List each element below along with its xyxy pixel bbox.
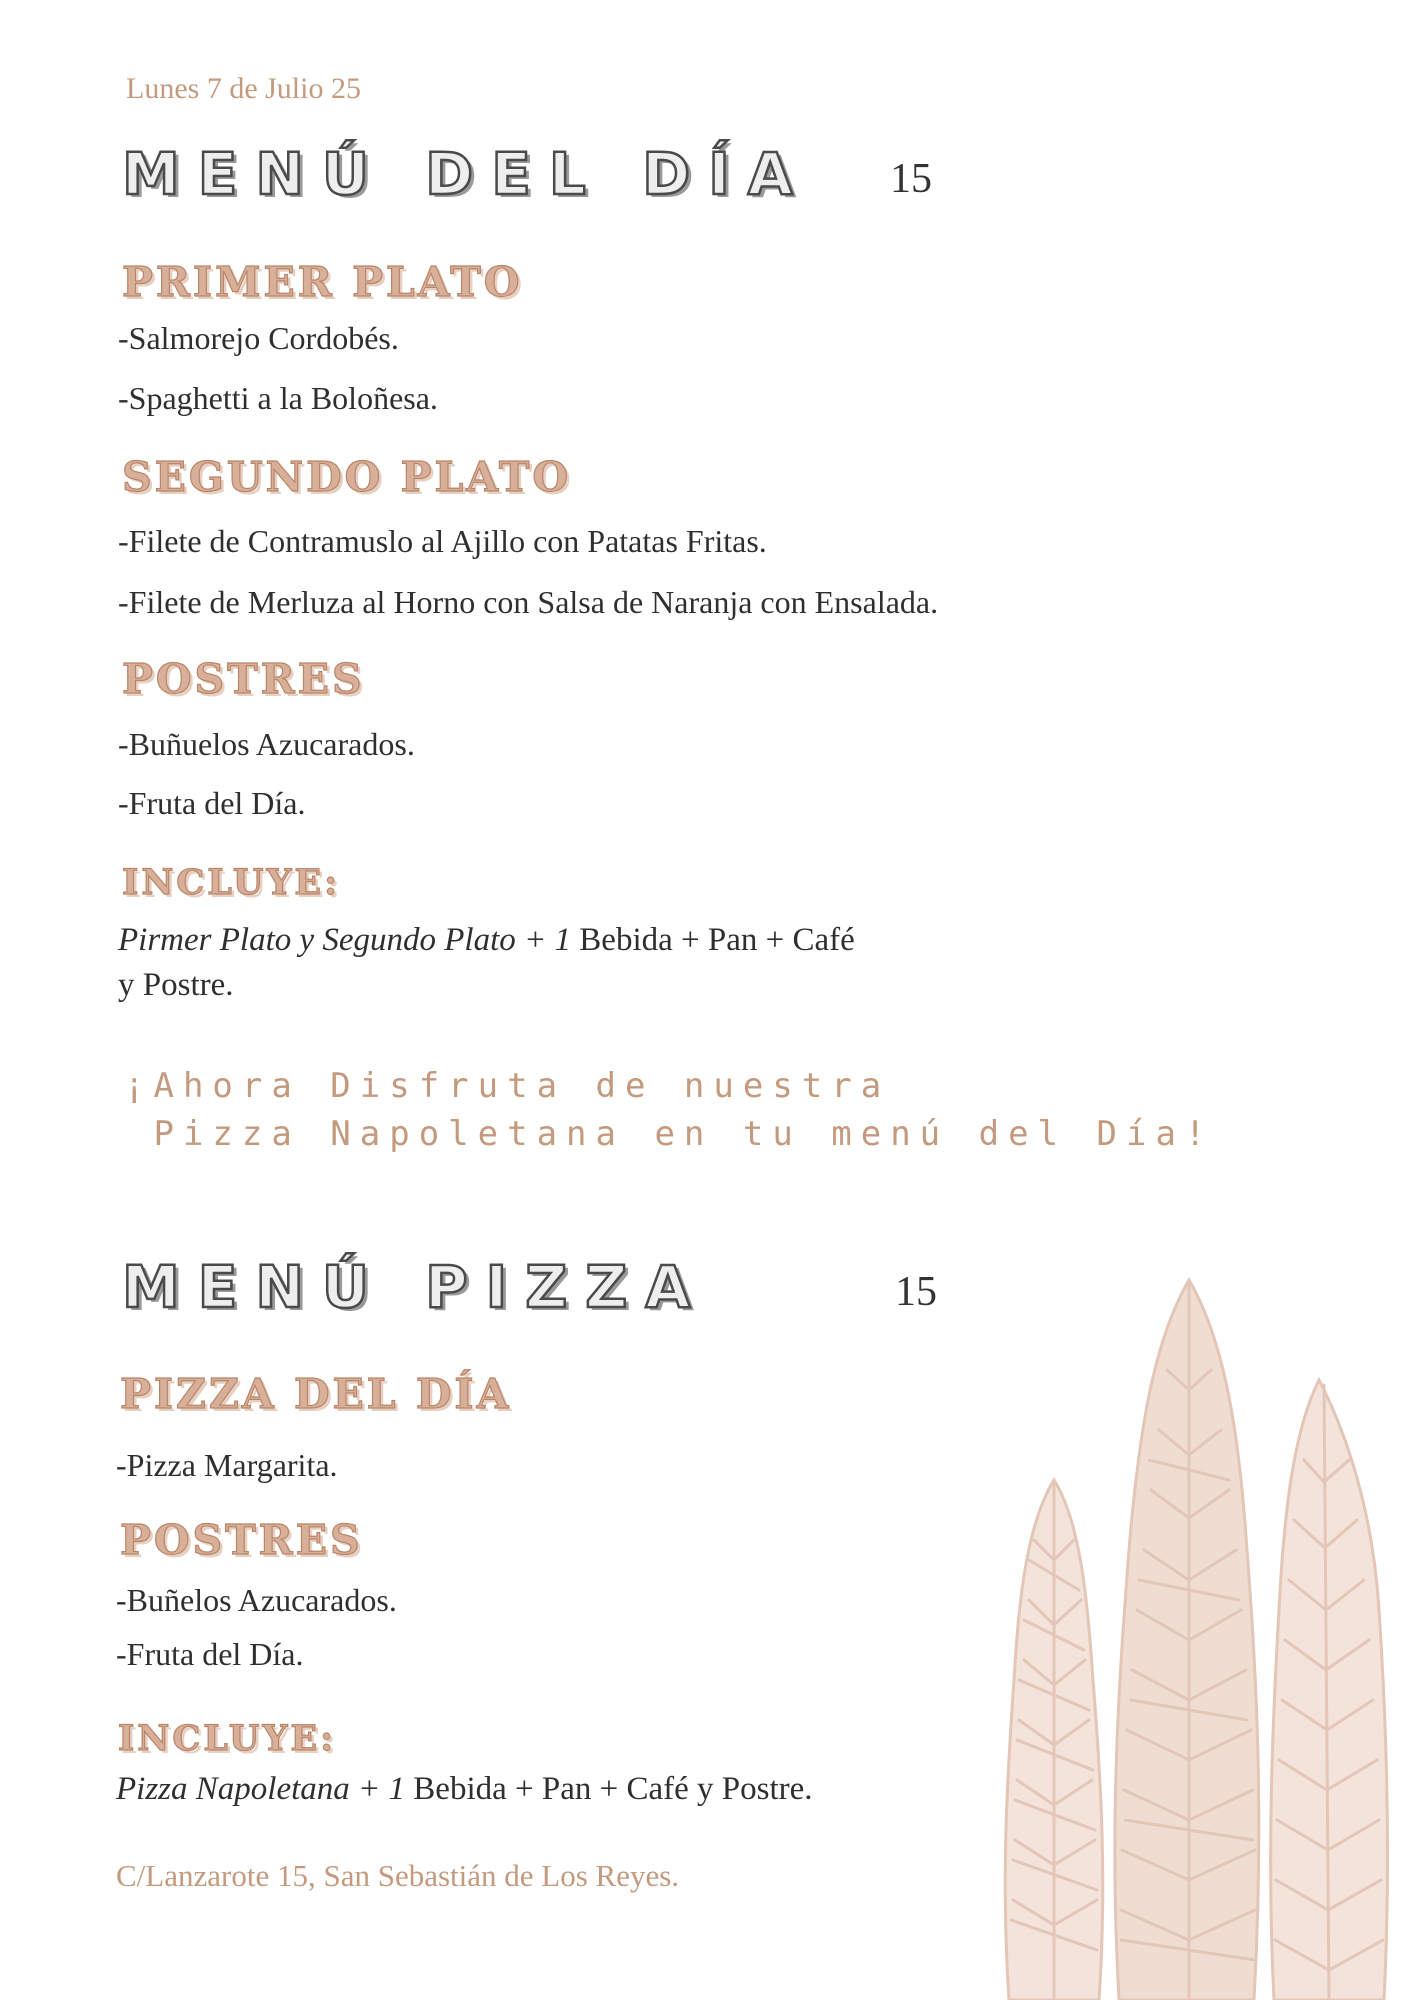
promo-line: ¡Ahora Disfruta de nuestra <box>124 1066 891 1106</box>
segundo-plato-item: -Filete de Contramuslo al Ajillo con Patatas Fritas. <box>118 523 767 559</box>
pizza-incluye-italic: Pizza Napoletana + 1 <box>116 1771 406 1807</box>
incluye-rest: Bebida + Pan + Café <box>571 922 855 958</box>
pizza-incluye-rest: Bebida + Pan + Café y Postre. <box>405 1771 813 1807</box>
postres-heading: POSTRES <box>122 655 365 703</box>
incluye-italic: Pirmer Plato y Segundo Plato + 1 <box>118 922 572 958</box>
incluye-heading: INCLUYE: <box>122 862 341 903</box>
menu-pizza-price: 15 <box>895 1269 937 1315</box>
pizza-dia-item: -Pizza Margarita. <box>116 1447 338 1483</box>
pizza-postres-item: -Fruta del Día. <box>116 1636 304 1672</box>
menu-pizza-title: MENÚ PIZZA <box>122 1253 709 1321</box>
pizza-incluye-heading: INCLUYE: <box>118 1718 337 1759</box>
incluye-line2: y Postre. <box>118 967 234 1003</box>
promo-text <box>124 1062 1214 1158</box>
menu-dia-title: MENÚ DEL DÍA <box>122 140 811 208</box>
cypress-trees-illustration <box>989 1260 1409 2000</box>
primer-plato-heading: PRIMER PLATO <box>122 258 523 306</box>
pizza-dia-heading: PIZZA DEL DÍA <box>120 1370 512 1418</box>
segundo-plato-heading: SEGUNDO PLATO <box>122 453 572 501</box>
segundo-plato-item: -Filete de Merluza al Horno con Salsa de Naranja con Ensalada. <box>118 584 939 620</box>
pizza-incluye-text <box>116 1767 1016 1812</box>
postres-item: -Buñuelos Azucarados. <box>118 726 415 762</box>
menu-dia-price: 15 <box>890 156 932 202</box>
postres-item: -Fruta del Día. <box>118 785 306 821</box>
pizza-postres-item: -Buñelos Azucarados. <box>116 1582 397 1618</box>
pizza-postres-heading: POSTRES <box>120 1516 363 1564</box>
incluye-text <box>118 918 1038 1008</box>
address: C/Lanzarote 15, San Sebastián de Los Reyes. <box>116 1858 680 1893</box>
primer-plato-item: -Salmorejo Cordobés. <box>118 320 399 356</box>
primer-plato-item: -Spaghetti a la Boloñesa. <box>118 380 438 416</box>
menu-date: Lunes 7 de Julio 25 <box>126 72 361 105</box>
promo-line: Pizza Napoletana en tu menú del Día! <box>124 1114 1215 1154</box>
